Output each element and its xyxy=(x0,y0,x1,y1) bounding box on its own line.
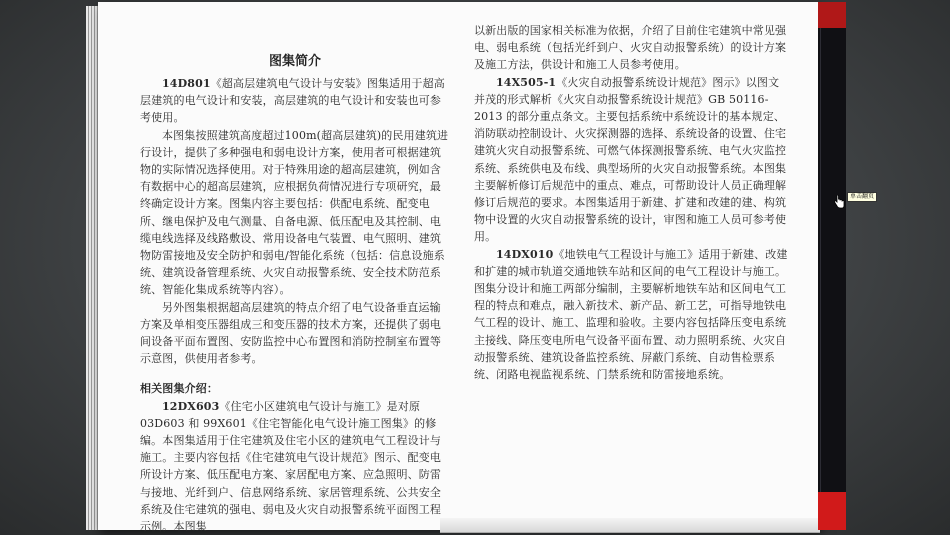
paragraph-14x505: 14X505-1《火灾自动报警系统设计规范》图示》以图文并茂的形式解析《火灾自动报警系统设计规范》GB 50116-2013 的部分重点条文。主要包括系统中系统设计的基本规定、消防联动控制设计、火灾探测器的选择、系统设备的设置、住宅建筑火灾自动报警系统、可燃气体探测报警系统、电气火灾监控系统、系统供电及布线、典型场所的火灾自动报警系统。本图集主要解析修订后规范中的重点、难点，可帮助设计人员正确理解修订后规范的要求。本图集适用于新建、扩建和改建的建、构筑物中设置的火灾自动报警系统的设计，审图和施工人员可参考使用。 xyxy=(474,75,787,244)
tooltip-click-turn-page: 单击翻页 xyxy=(847,192,877,202)
page-title: 图集简介 xyxy=(268,54,321,69)
paragraph-14d801: 14D801《超高层建筑电气设计与安装》图集适用于超高层建筑的电气设计和安装，高层建筑的电气设计和安装也可参考使用。 xyxy=(140,77,445,125)
paragraph-14dx010: 14DX010《地铁电气工程设计与施工》适用于新建、改建和扩建的城市轨道交通地铁车站和区间的电气工程设计与施工。图集分设计和施工两部分编制，主要解析地铁车站和区间电气工程的特点和难点，融入新技术、新产品、新工艺，可指导地铁电气工程的设计、施工、监理和验收。主要内容包括降压变电系统主接线、降压变电所电气设备平面布置、动力照明系统、火灾自动报警系统、建筑设备监控系统、屏蔽门系统、自动售检票系统、闭路电视监视系统、门禁系统和防雷接地系统。 xyxy=(474,247,788,382)
right-edge-strip xyxy=(818,2,846,530)
paragraph-extra: 另外图集根据超高层建筑的特点介绍了电气设备垂直运输方案及单相变压器组成三和变压器的技术方案，还提供了弱电间设备平面布置图、安防监控中心布置图和消防控制室布置等示意图，供使用者参考。 xyxy=(140,300,442,366)
paragraph-continued: 以新出版的国家相关标准为依据，介绍了目前住宅建筑中常见强电、弱电系统（包括光纤到户、火灾自动报警系统）的设计方案及施工方法，供设计和施工人员参考使用。 xyxy=(474,24,787,72)
page-curl[interactable] xyxy=(440,518,820,533)
red-marker-top xyxy=(818,2,846,28)
right-column xyxy=(474,22,790,383)
paragraph-scope: 本图集按照建筑高度超过100m(超高层建筑)的民用建筑进行设计，提供了多种强电和弱电设计方案，使用者可根据建筑物的实际情况选择使用。对于特殊用途的超高层建筑，例如含有数据中心的超高层建筑，应根据负荷情况进行专项研究，最终确定设计方案。图集内容主要包括：供配电系统、配变电所、继电保护及电气测量、自备电源、低压配电及其控制、电缆电线选择及线路敷设、常用设备电气装置、电气照明、建筑物防雷接地及安全防护和弱电/智能化系统（包括：信息设施系统、建筑设备管理系统、火灾自动报警系统、安全技术防范系统、智能化集成系统等内容）。 xyxy=(140,128,449,297)
hand-cursor-icon xyxy=(833,195,845,209)
left-column xyxy=(140,75,450,535)
paragraph-12dx603: 12DX603《住宅小区建筑电气设计与施工》是对原 03D603 和 99X601《住宅智能化电气设计施工图集》的修编。本图集适用于住宅建筑及住宅小区的建筑电气工程设计与施工。主要内容包括《住宅建筑电气设计规范》图示、配变电所设计方案、低压配电方案、家居配电方案、应急照明、防雷与接地、光纤到户、信息网络系统、家居管理系统、公共安全系统及住宅建筑的强电、弱电及火灾自动报警系统平面图工程示例。本图集 xyxy=(140,399,442,534)
red-marker-bottom xyxy=(818,492,846,530)
related-heading: 相关图集介绍： xyxy=(140,382,219,396)
